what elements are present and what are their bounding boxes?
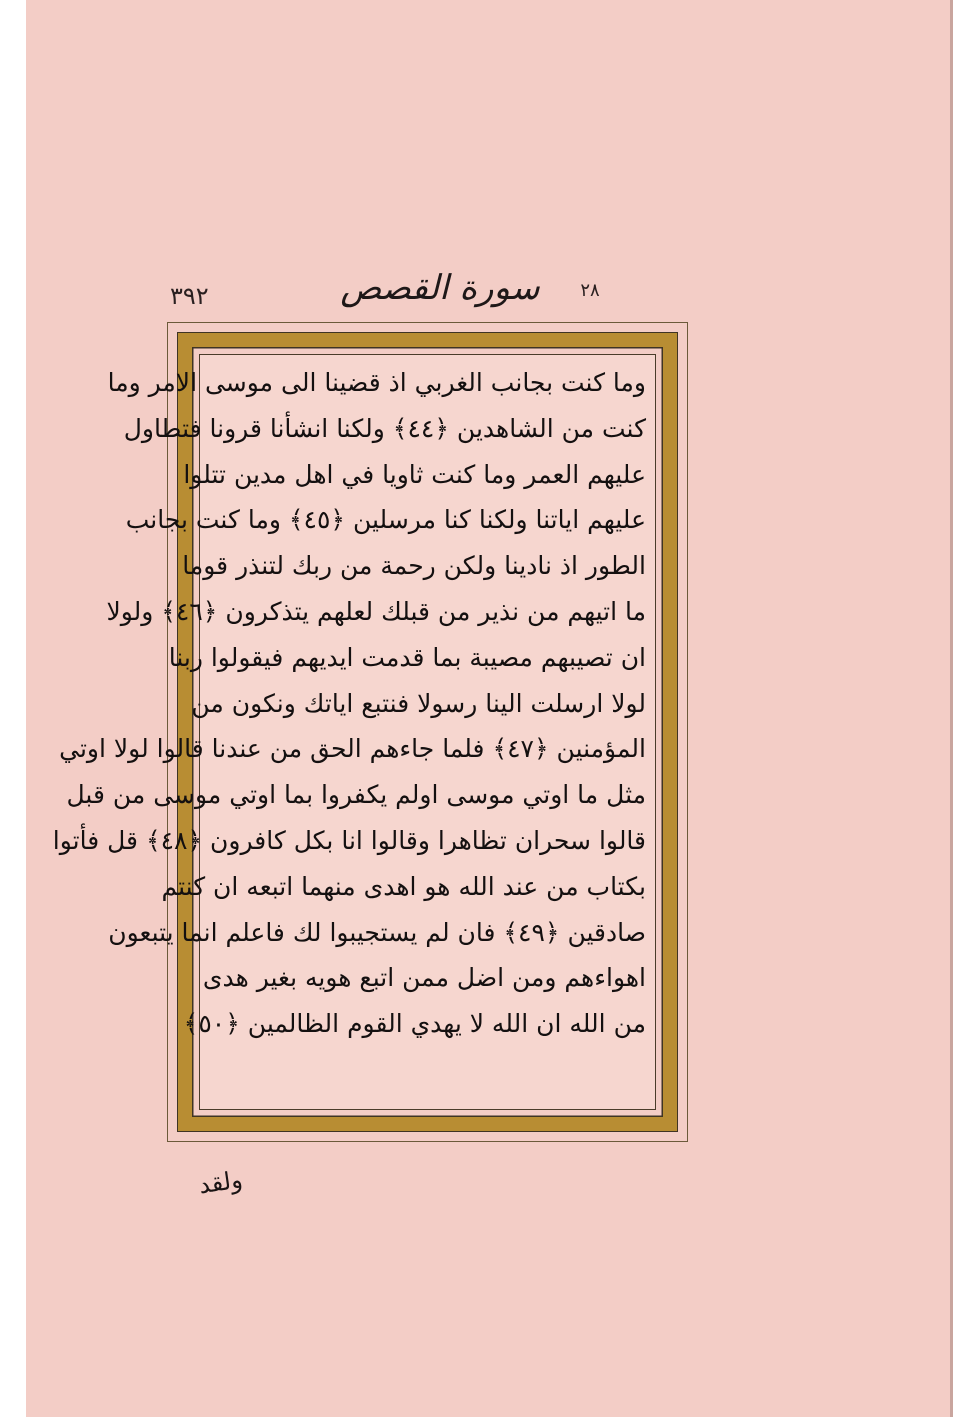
text-line: بكتاب من عند الله هو اهدى منهما اتبعه ان كنتم — [161, 871, 646, 901]
text-line: لولا ارسلت الينا رسولا فنتبع اياتك ونكون من — [191, 688, 646, 718]
text-line: من الله ان الله لا يهدي القوم الظالمين ﴿٥٠﴾ — [183, 1009, 646, 1039]
text-line: ان تصيبهم مصيبة بما قدمت ايديهم فيقولوا ربنا — [168, 642, 646, 672]
text-line: ما اتيهم من نذير من قبلك لعلهم يتذكرون ﴿٤٦﴾ ولولا — [106, 596, 646, 626]
text-line: اهواءهم ومن اضل ممن اتبع هويه بغير هدى — [202, 963, 646, 993]
text-line: عليهم اياتنا ولكنا كنا مرسلين ﴿٤٥﴾ وما كنت بجانب — [125, 505, 646, 535]
text-block — [52, 360, 652, 1105]
catchword: ولقد — [197, 1165, 245, 1200]
surah-number: ٢٨ — [580, 280, 600, 301]
text-line: المؤمنين ﴿٤٧﴾ فلما جاءهم الحق من عندنا قالوا لولا اوتي — [59, 734, 646, 764]
text-line: الطور اذ نادينا ولكن رحمة من ربك لتنذر قوما — [182, 551, 646, 581]
page-header — [170, 268, 700, 318]
text-line: قالوا سحران تظاهرا وقالوا انا بكل كافرون ﴿٤٨﴾ قل فأتوا — [52, 825, 646, 855]
text-line: صادقين ﴿٤٩﴾ فان لم يستجيبوا لك فاعلم انما يتبعون — [108, 917, 646, 947]
text-line: مثل ما اوتي موسى اولم يكفروا بما اوتي موسى من قبل — [66, 780, 646, 810]
page-number: ٣٩٢ — [170, 282, 209, 310]
surah-title: سورة القصص — [340, 268, 540, 308]
text-line: عليهم العمر وما كنت ثاويا في اهل مدين تتلوا — [183, 459, 646, 489]
text-line: كنت من الشاهدين ﴿٤٤﴾ ولكنا انشأنا قرونا فتطاول — [123, 413, 646, 443]
text-line: وما كنت بجانب الغربي اذ قضينا الى موسى الامر وما — [107, 368, 646, 397]
page-edge — [950, 0, 953, 1417]
